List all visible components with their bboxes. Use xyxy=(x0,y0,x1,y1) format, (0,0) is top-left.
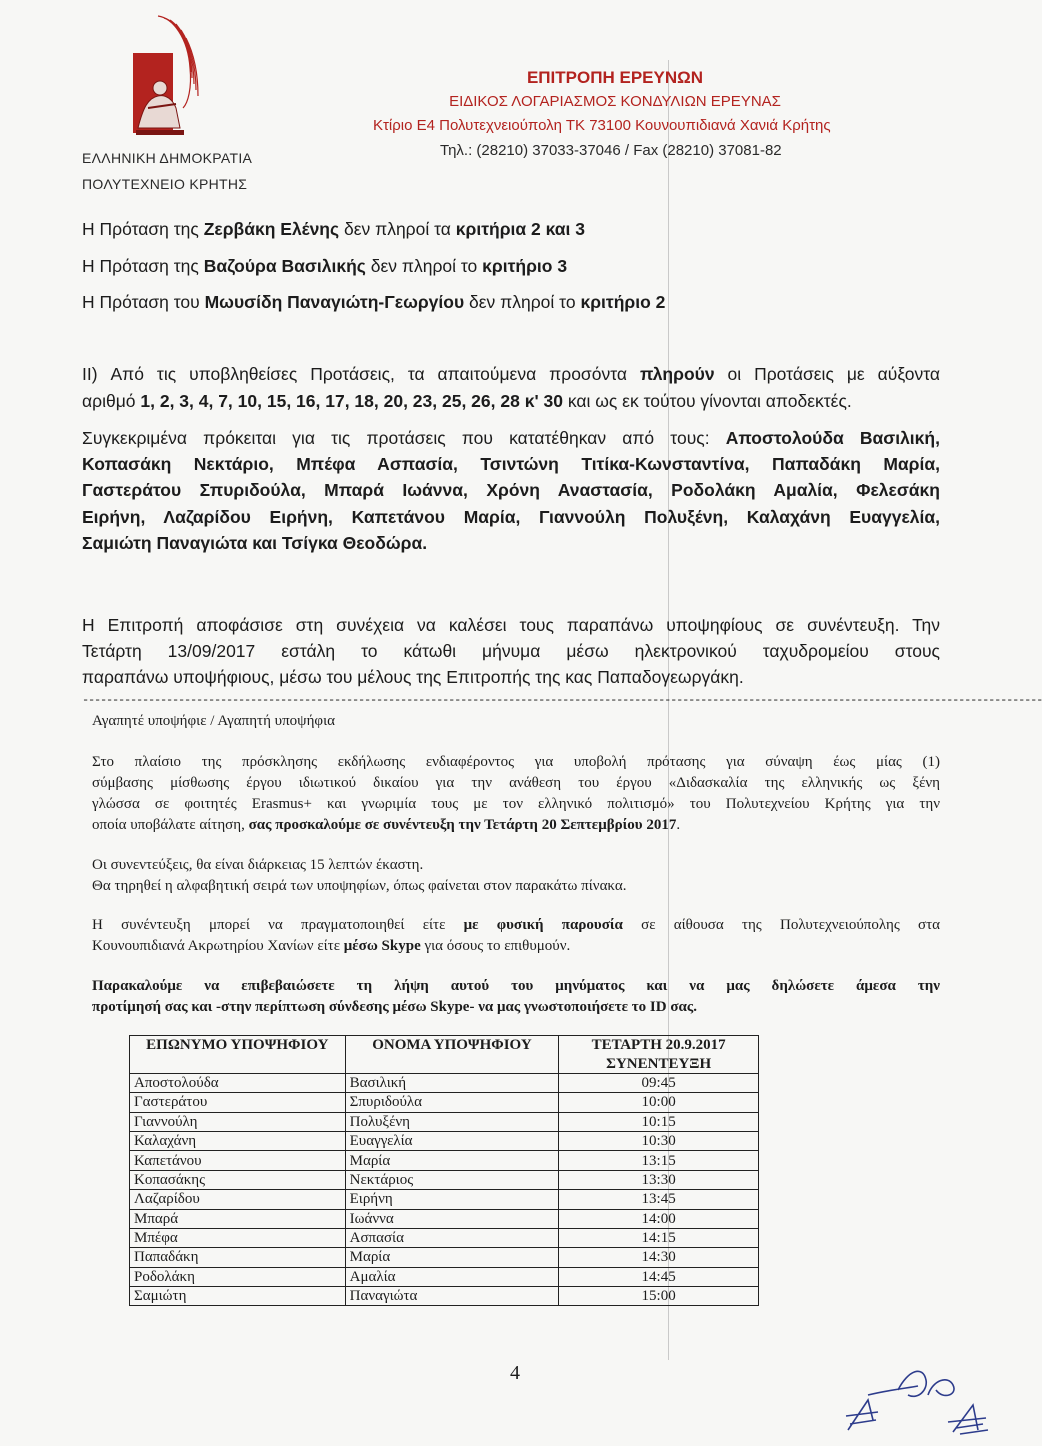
committee-phone: Τηλ.: (28210) 37033-37046 / Fax (28210) 37081-82 xyxy=(440,142,782,159)
accepted-names-line: Συγκεκριμένα πρόκειται για τις προτάσεις που κατατέθηκαν από τους: Αποστολούδα Βασιλική, xyxy=(82,428,940,448)
surname-cell: Μπαρά xyxy=(130,1209,346,1228)
surname-cell: Καπετάνου xyxy=(130,1151,346,1170)
signature-initials xyxy=(838,1360,998,1440)
time-cell: 09:45 xyxy=(559,1073,759,1092)
column-header-interview: ΣΥΝΕΝΤΕΥΞΗ xyxy=(559,1054,759,1073)
email-paragraph-line: Θα τηρηθεί η αλφαβητική σειρά των υποψηφίων, όπως φαίνεται στον παρακάτω πίνακα. xyxy=(92,878,627,894)
time-cell: 14:45 xyxy=(559,1267,759,1286)
time-cell: 10:00 xyxy=(559,1093,759,1112)
time-cell: 14:15 xyxy=(559,1228,759,1247)
name-cell: Αμαλία xyxy=(345,1267,559,1286)
email-paragraph-line: Κουνουπιδιανά Ακρωτηρίου Χανίων είτε μέσω Skype για όσους το επιθυμούν. xyxy=(92,938,571,954)
time-cell: 13:30 xyxy=(559,1170,759,1189)
time-cell: 15:00 xyxy=(559,1287,759,1306)
criteria-line: Η Πρόταση της Βαζούρα Βασιλικής δεν πληροί το κριτήριο 3 xyxy=(82,256,568,276)
surname-cell: Καλαχάνη xyxy=(130,1131,346,1150)
table-row xyxy=(130,1112,759,1131)
decision-line: Τετάρτη 13/09/2017 εστάλη το κάτωθι μήνυμα μέσω ηλεκτρονικού ταχυδρομείου στους xyxy=(82,641,940,661)
table-row xyxy=(130,1287,759,1306)
section2-line1: II) Από τις υποβληθείσες Προτάσεις, τα απαιτούμενα προσόντα πληρούν οι Προτάσεις με αύξοντα xyxy=(82,364,940,384)
accepted-names-line: Γαστεράτου Σπυριδούλα, Μπαρά Ιωάννα, Χρόνη Αναστασία, Ροδολάκη Αμαλία, Φελεσάκη xyxy=(82,480,940,500)
accepted-names-line: Σαμιώτη Παναγιώτα και Τσίγκα Θεοδώρα. xyxy=(82,533,428,553)
time-cell: 13:15 xyxy=(559,1151,759,1170)
surname-cell: Σαμιώτη xyxy=(130,1287,346,1306)
university-logo-icon xyxy=(118,8,218,153)
name-cell: Νεκτάριος xyxy=(345,1170,559,1189)
university-label: ΠΟΛΥΤΕΧΝΕΙΟ ΚΡΗΤΗΣ xyxy=(82,176,248,192)
email-request-line: προτίμησή σας και -στην περίπτωση σύνδεσης μέσω Skype- να μας γνωστοποιήσετε το ID σας. xyxy=(92,999,697,1015)
table-row xyxy=(130,1093,759,1112)
decision-line: παραπάνω υποψήφιους, μέσω του μέλους της Επιτροπής της κας Παπαδογεωργάκη. xyxy=(82,667,744,687)
column-header-name: ΟΝΟΜΑ ΥΠΟΨΗΦΙΟΥ xyxy=(345,1036,559,1074)
committee-title: ΕΠΙΤΡΟΠΗ ΕΡΕΥΝΩΝ xyxy=(526,68,704,87)
decision-line: Η Επιτροπή αποφάσισε στη συνέχεια να καλέσει τους παραπάνω υποψηφίους σε συνέντευξη. Την xyxy=(82,615,940,635)
email-paragraph-line: Οι συνεντεύξεις, θα είναι διάρκειας 15 λεπτών έκαστη. xyxy=(92,857,424,873)
time-cell: 14:30 xyxy=(559,1248,759,1267)
table-row xyxy=(130,1228,759,1247)
accepted-names-line: Ειρήνη, Λαζαρίδου Ειρήνη, Καπετάνου Μαρία, Γιαννούλη Πολυξένη, Καλαχάνη Ευαγγελία, xyxy=(82,507,940,527)
surname-cell: Παπαδάκη xyxy=(130,1248,346,1267)
table-header-row xyxy=(130,1036,759,1055)
surname-cell: Μπέφα xyxy=(130,1228,346,1247)
interview-schedule-table xyxy=(129,1035,759,1306)
surname-cell: Κοπασάκης xyxy=(130,1170,346,1189)
surname-cell: Γαστεράτου xyxy=(130,1093,346,1112)
criteria-line: Η Πρόταση της Ζερβάκη Ελένης δεν πληροί τα κριτήρια 2 και 3 xyxy=(82,219,586,239)
section2-line2: αριθμό 1, 2, 3, 4, 7, 10, 15, 16, 17, 18, 20, 23, 25, 26, 28 κ' 30 και ως εκ τούτου γίνονται αποδεκτές. xyxy=(82,391,852,411)
time-cell: 10:15 xyxy=(559,1112,759,1131)
name-cell: Ασπασία xyxy=(345,1228,559,1247)
email-paragraph-line: γλώσσα σε φοιτητές Erasmus+ και γνωριμία τους με τον ελληνικό πολιτισμό» του Πολυτεχνείου Κρήτης για την xyxy=(92,796,940,812)
email-paragraph-line: Η συνέντευξη μπορεί να πραγματοποιηθεί είτε με φυσική παρουσία σε αίθουσα της Πολυτεχνειούπολης στα xyxy=(92,917,940,933)
name-cell: Μαρία xyxy=(345,1248,559,1267)
table-row xyxy=(130,1151,759,1170)
column-header-date: ΤΕΤΑΡΤΗ 20.9.2017 xyxy=(559,1036,759,1055)
email-greeting: Αγαπητέ υποψήφιε / Αγαπητή υποψήφια xyxy=(92,713,335,729)
name-cell: Ευαγγελία xyxy=(345,1131,559,1150)
table-row xyxy=(130,1131,759,1150)
name-cell: Παναγιώτα xyxy=(345,1287,559,1306)
criteria-line: Η Πρόταση του Μωυσίδη Παναγιώτη-Γεωργίου δεν πληροί το κριτήριο 2 xyxy=(82,292,666,312)
name-cell: Σπυριδούλα xyxy=(345,1093,559,1112)
table-row xyxy=(130,1073,759,1092)
table-row xyxy=(130,1170,759,1189)
email-paragraph-line: οποία υποβάλατε αίτηση, σας προσκαλούμε σε συνέντευξη την Τετάρτη 20 Σεπτεμβρίου 2017. xyxy=(92,817,681,833)
name-cell: Μαρία xyxy=(345,1151,559,1170)
name-cell: Ιωάννα xyxy=(345,1209,559,1228)
committee-subtitle: ΕΙΔΙΚΟΣ ΛΟΓΑΡΙΑΣΜΟΣ ΚΟΝΔΥΛΙΩΝ ΕΡΕΥΝΑΣ xyxy=(449,93,781,110)
accepted-names-line: Κοπασάκη Νεκτάριο, Μπέφα Ασπασία, Τσιντώνη Τιτίκα-Κωνσταντίνα, Παπαδάκη Μαρία, xyxy=(82,454,940,474)
separator-line: ---------------------------------------------------------------------------------------------------------------------------------------------------------------- xyxy=(82,693,1042,707)
time-cell: 10:30 xyxy=(559,1131,759,1150)
page-number: 4 xyxy=(510,1362,520,1384)
country-label: ΕΛΛΗΝΙΚΗ ΔΗΜΟΚΡΑΤΙΑ xyxy=(82,150,253,166)
name-cell: Ειρήνη xyxy=(345,1190,559,1209)
table-row xyxy=(130,1248,759,1267)
email-paragraph-line: Στο πλαίσιο της πρόσκλησης εκδήλωσης ενδιαφέροντος για υποβολή πρότασης για σύναψη έως μίας (1) xyxy=(92,754,940,770)
table-row xyxy=(130,1209,759,1228)
email-paragraph-line: σύμβασης μίσθωσης έργου ιδιωτικού δικαίου για την ανάθεση του έργου «Διδασκαλία της ελληνικής ως ξένη xyxy=(92,775,940,791)
surname-cell: Γιαννούλη xyxy=(130,1112,346,1131)
time-cell: 13:45 xyxy=(559,1190,759,1209)
name-cell: Βασιλική xyxy=(345,1073,559,1092)
surname-cell: Λαζαρίδου xyxy=(130,1190,346,1209)
surname-cell: Αποστολούδα xyxy=(130,1073,346,1092)
column-header-surname: ΕΠΩΝΥΜΟ ΥΠΟΨΗΦΙΟΥ xyxy=(130,1036,346,1074)
table-row xyxy=(130,1190,759,1209)
table-row xyxy=(130,1267,759,1286)
email-request-line: Παρακαλούμε να επιβεβαιώσετε τη λήψη αυτού του μηνύματος και να μας δηλώσετε άμεσα την xyxy=(92,978,940,994)
name-cell: Πολυξένη xyxy=(345,1112,559,1131)
committee-address: Κτίριο Ε4 Πολυτεχνειούπολη ΤΚ 73100 Κουνουπιδιανά Χανιά Κρήτης xyxy=(373,117,831,134)
surname-cell: Ροδολάκη xyxy=(130,1267,346,1286)
time-cell: 14:00 xyxy=(559,1209,759,1228)
